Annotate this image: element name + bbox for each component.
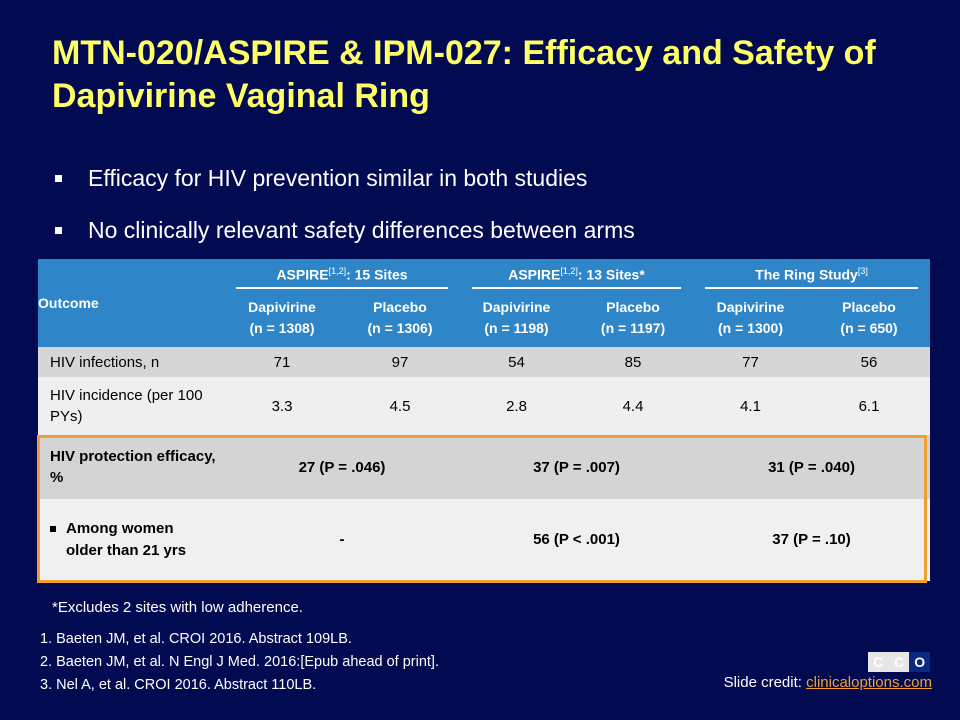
table-cell: 2.8 (460, 377, 573, 435)
group-suffix: : 13 Sites* (577, 266, 645, 283)
row-label: HIV incidence (per 100 PYs) (38, 377, 224, 435)
cco-logo-icon (868, 652, 930, 672)
reference-item: 1. Baeten JM, et al. CROI 2016. Abstract 109LB. (40, 631, 352, 647)
arm-header (460, 289, 573, 347)
slide-credit (724, 674, 932, 691)
reference-item: 2. Baeten JM, et al. N Engl J Med. 2016:[Epub ahead of print]. (40, 654, 439, 670)
table-cell: 37 (P = .10) (693, 499, 930, 581)
table-row-efficacy (38, 435, 930, 499)
arm-n: (n = 1300) (718, 320, 783, 336)
table-cell: 6.1 (808, 377, 930, 435)
arm-name: Dapivirine (716, 299, 785, 315)
table-cell: 31 (P = .040) (693, 435, 930, 499)
group-divider (236, 287, 448, 289)
table-row-infections (38, 347, 930, 377)
group-suffix: : 15 Sites (346, 266, 408, 283)
slide-title: MTN-020/ASPIRE & IPM-027: Efficacy and Safety of Dapivirine Vaginal Ring (52, 34, 876, 115)
table-row-older-women (38, 499, 930, 581)
arm-name: Placebo (373, 299, 427, 315)
table-cell: - (224, 499, 460, 581)
logo-letter: C (889, 652, 910, 672)
arm-n: (n = 1308) (249, 320, 315, 336)
table-cell: 3.3 (224, 377, 340, 435)
arm-header (340, 289, 460, 347)
bullet-item (52, 215, 932, 245)
table-row-incidence (38, 377, 930, 435)
logo-letter: O (909, 652, 930, 672)
table-cell: 56 (808, 347, 930, 377)
bullet-list (52, 163, 932, 267)
table-cell: 54 (460, 347, 573, 377)
outcome-header: Outcome (38, 259, 224, 347)
arm-n: (n = 1198) (484, 320, 549, 336)
arm-n: (n = 1197) (600, 320, 666, 336)
bullet-item (52, 163, 932, 193)
group-label: The Ring Study (755, 266, 858, 283)
group-divider (705, 287, 918, 289)
arm-name: Dapivirine (248, 299, 316, 315)
row-label: Among women older than 21 yrs (66, 520, 187, 559)
arm-n: (n = 650) (840, 320, 898, 336)
table-cell: 4.5 (340, 377, 460, 435)
bullet-text: Efficacy for HIV prevention similar in both studies (88, 164, 588, 191)
group-label: ASPIRE (508, 266, 561, 283)
arm-header (224, 289, 340, 347)
table-cell: 37 (P = .007) (460, 435, 693, 499)
group-header-aspire-15 (224, 259, 460, 289)
references (40, 628, 439, 697)
credit-prefix: Slide credit: (723, 674, 807, 691)
table-cell: 4.4 (573, 377, 693, 435)
group-ref: [3] (857, 265, 868, 276)
bullet-square-icon (55, 175, 62, 182)
row-label: HIV protection efficacy, % (38, 435, 224, 499)
arm-name: Placebo (842, 299, 896, 315)
group-header-ring-study (693, 259, 930, 289)
row-label-cell (38, 499, 224, 581)
arm-header (693, 289, 808, 347)
table-cell: 4.1 (693, 377, 808, 435)
row-label: HIV infections, n (38, 347, 224, 377)
table-cell: 77 (693, 347, 808, 377)
group-divider (472, 287, 681, 289)
table-cell: 27 (P = .046) (224, 435, 460, 499)
table-cell: 85 (573, 347, 693, 377)
arm-header (573, 289, 693, 347)
table-cell: 71 (224, 347, 340, 377)
bullet-square-icon (50, 526, 56, 532)
bullet-text: No clinically relevant safety differences between arms (88, 216, 635, 243)
arm-n: (n = 1306) (367, 320, 433, 336)
group-header-aspire-13 (460, 259, 693, 289)
table-cell: 56 (P < .001) (460, 499, 693, 581)
arm-header (808, 289, 930, 347)
group-ref: [1,2] (560, 265, 578, 276)
table-cell: 97 (340, 347, 460, 377)
logo-letter: C (868, 652, 889, 672)
arm-name: Placebo (606, 299, 660, 315)
arm-name: Dapivirine (482, 299, 551, 315)
efficacy-table (38, 259, 930, 581)
credit-link[interactable]: clinicaloptions.com (806, 674, 932, 691)
bullet-square-icon (55, 227, 62, 234)
group-label: ASPIRE (276, 266, 329, 283)
footnote: *Excludes 2 sites with low adherence. (52, 599, 303, 616)
group-ref: [1,2] (328, 265, 347, 276)
reference-item: 3. Nel A, et al. CROI 2016. Abstract 110LB. (40, 677, 317, 693)
